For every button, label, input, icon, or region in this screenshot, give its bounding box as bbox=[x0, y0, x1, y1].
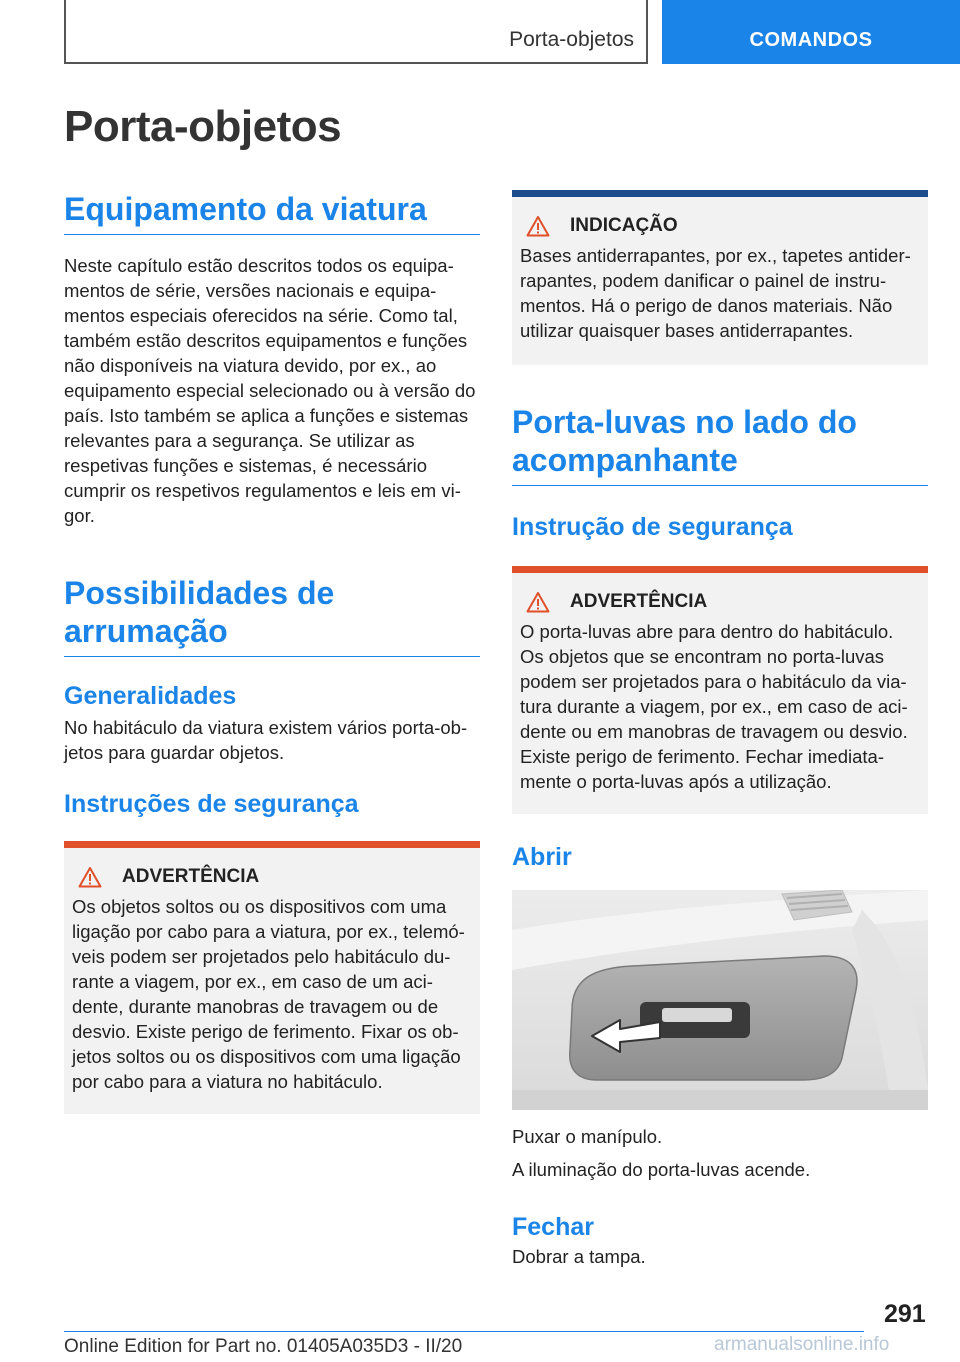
glovebox-warning-text: O porta-luvas abre para dentro do habitáculo. Os objetos que se encontram no porta-luvas podem ser projetados para o habitáculo da viatura durante a viagem, por ex., em caso de acidente ou em manobras de travagem ou desvio. Existe perigo de ferimento. Fechar imediatamente o porta-luvas após a utilização. bbox=[520, 621, 908, 792]
right-column bbox=[512, 190, 928, 1269]
glovebox-warning-label: ADVERTÊNCIA bbox=[570, 591, 708, 612]
warning-triangle-icon bbox=[526, 215, 550, 237]
glovebox-heading: Porta-luvas no lado do acompanhante bbox=[512, 403, 928, 486]
warning-label: ADVERTÊNCIA bbox=[122, 866, 260, 887]
header-chapter-tab[interactable] bbox=[662, 0, 960, 64]
storage-heading: Possibilidades de arrumação bbox=[64, 574, 480, 657]
left-column bbox=[64, 190, 480, 1114]
open-heading: Abrir bbox=[512, 843, 572, 871]
general-heading: Generalidades bbox=[64, 682, 237, 710]
open-text-2: A iluminação do porta-luvas acende. bbox=[512, 1159, 811, 1180]
equipment-heading: Equipamento da viatura bbox=[64, 190, 480, 235]
equipment-text: Neste capítulo estão descritos todos os equipamentos de série, versões nacionais e equipamentos especiais oferecidos na série. Como tal, também estão descritos equipamentos e funções não disponíveis na viatura devido, por ex., ao equipamento especial selecionado ou à versão do país. Isto também se aplica a funções e sistemas relevantes para a segurança. Se utilizar as respetivas funções e sistemas, é necessário cumprir os respetivos regulamentos e leis em vigor. bbox=[64, 255, 476, 526]
warning-text: Os objetos soltos ou os dispositivos com uma ligação por cabo para a viatura, por ex., telemóveis podem ser projetados pelo habitáculo durante a viagem, por ex., em caso de um acidente, durante manobras de travagem ou de desvio. Existe perigo de ferimento. Fixar os objetos soltos ou os dispositivos com uma ligação por cabo para a viatura no habitáculo. bbox=[72, 896, 465, 1092]
note-header bbox=[520, 215, 920, 237]
footer-edition-text: Online Edition for Part no. 01405A035D3 - II/20 bbox=[64, 1336, 463, 1357]
glovebox-warning-header bbox=[520, 591, 920, 613]
safety-instruction-heading: Instrução de segurança bbox=[512, 513, 793, 541]
warning-box bbox=[64, 841, 480, 1114]
header-section-box bbox=[64, 0, 648, 64]
footer-divider bbox=[64, 1331, 864, 1332]
note-box bbox=[512, 190, 928, 365]
glovebox-photo bbox=[512, 890, 928, 1110]
close-heading: Fechar bbox=[512, 1213, 594, 1241]
close-text: Dobrar a tampa. bbox=[512, 1246, 646, 1267]
safety-heading: Instruções de segurança bbox=[64, 790, 359, 818]
header-chapter-label: COMANDOS bbox=[749, 29, 873, 51]
header-section-title: Porta-objetos bbox=[509, 28, 634, 51]
note-text: Bases antiderrapantes, por ex., tapetes antiderrapantes, podem danificar o painel de instrumentos. Há o perigo de danos materiais. Não utilizar quaisquer bases antiderrapantes. bbox=[520, 245, 911, 341]
note-label: INDICAÇÃO bbox=[570, 215, 678, 236]
footer-watermark: armanualsonline.info bbox=[714, 1334, 890, 1355]
general-text: No habitáculo da viatura existem vários porta-objetos para guardar objetos. bbox=[64, 717, 468, 763]
warning-triangle-icon bbox=[78, 866, 102, 888]
page-title: Porta-objetos bbox=[64, 102, 342, 151]
glovebox-warning-box bbox=[512, 566, 928, 814]
warning-triangle-icon bbox=[526, 591, 550, 613]
warning-header bbox=[72, 866, 472, 888]
open-text-1: Puxar o manípulo. bbox=[512, 1126, 663, 1147]
page-number: 291 bbox=[884, 1300, 926, 1328]
